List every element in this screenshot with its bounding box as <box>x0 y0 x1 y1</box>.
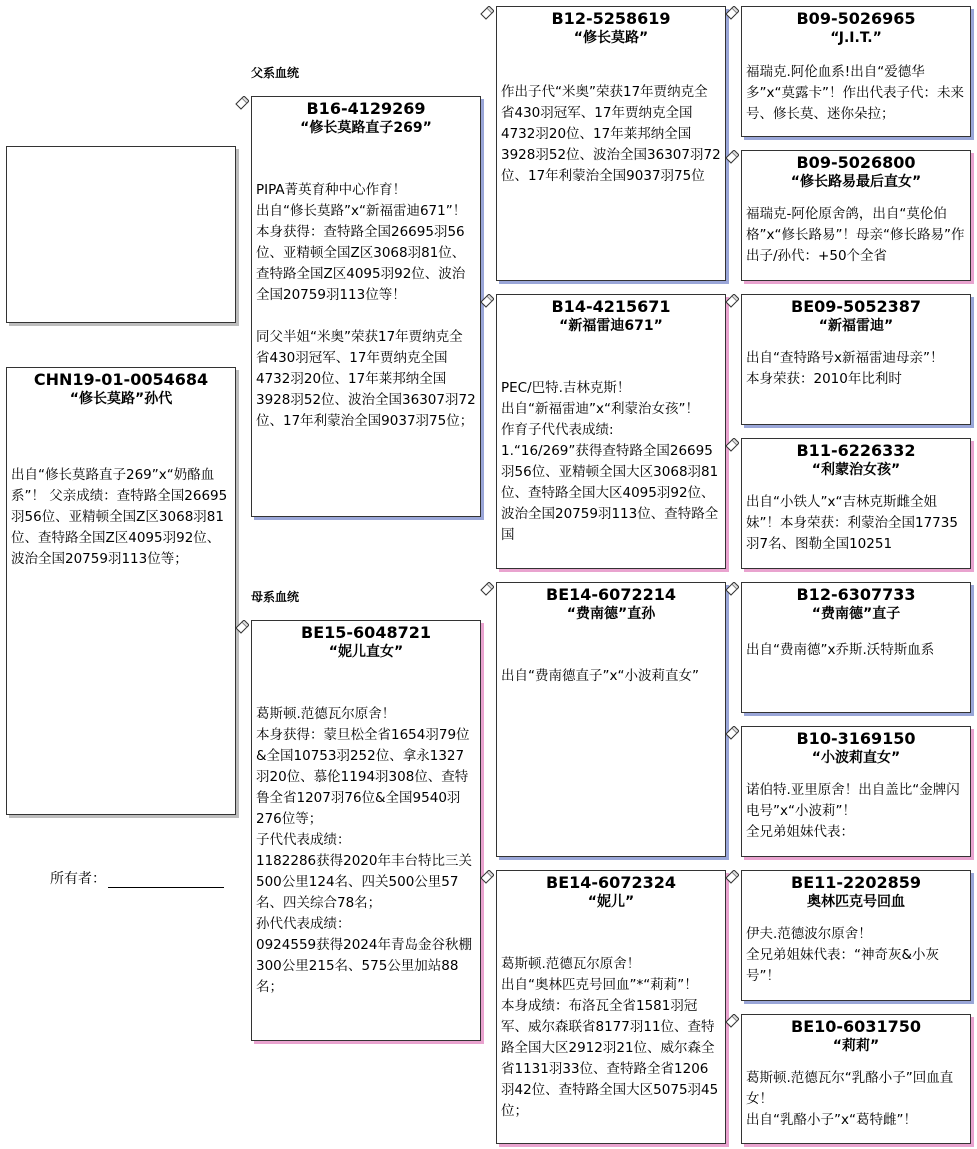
ddd-card <box>741 1014 971 1144</box>
edit-pencil-icon[interactable] <box>235 620 249 634</box>
pigeon-name: “妮儿” <box>587 894 635 910</box>
pigeon-name: “费南德”直子 <box>811 606 901 622</box>
pigeon-description: 诺伯特.亚里原舍！出自盖比“金牌闪电号”x“小波莉”！ 全兄弟姐妹代表： <box>746 782 960 840</box>
edit-pencil-icon[interactable] <box>480 294 494 308</box>
pigeon-description: 作出子代“米奥”荣获17年贾纳克全省430羽冠军、17年贾纳克全国4732羽20位、17年莱邦纳全国3928羽52位、波治全国36307羽72位、17年利蒙治全国9037羽75位 <box>501 84 721 184</box>
dam-dam-card <box>496 870 726 1144</box>
edit-pencil-icon[interactable] <box>235 96 249 110</box>
ring-number: B12-5258619 <box>551 9 671 28</box>
pigeon-name: 奥林匹克号回血 <box>807 894 905 910</box>
pigeon-name: “利蒙治女孩” <box>811 462 901 478</box>
ssd-card <box>741 150 971 281</box>
pigeon-name: “小波莉直女” <box>811 750 901 766</box>
edit-pencil-icon[interactable] <box>725 1014 739 1028</box>
pigeon-description: 出自“查特路号x新福雷迪母亲”！ 本身荣获：2010年比利时 <box>746 350 944 387</box>
edit-pencil-icon[interactable] <box>725 150 739 164</box>
dam-sire-card <box>496 582 726 857</box>
pigeon-description: 伊夫.范德波尔原舍！ 全兄弟姐妹代表：“神奇灰&小灰号”！ <box>746 926 940 984</box>
ring-number: BE09-5052387 <box>791 297 921 316</box>
pigeon-name: “莉莉” <box>832 1038 880 1054</box>
pigeon-description: 出自“费南德直子”x“小波莉直女” <box>501 668 699 684</box>
sss-card <box>741 6 971 137</box>
edit-pencil-icon[interactable] <box>725 438 739 452</box>
pigeon-name: “费南德”直孙 <box>566 606 656 622</box>
dam-card <box>251 620 481 1041</box>
pigeon-description: 葛斯顿.范德瓦尔“乳酪小子”回血直女！ 出自“乳酪小子”x“葛特雌”！ <box>746 1070 954 1128</box>
pigeon-description: 福瑞克-阿伦原舍鸽，出自“莫伦伯格”x“修长路易”！母亲“修长路易”作出子/孙代：+50个全省 <box>746 206 965 264</box>
sdd-card <box>741 438 971 569</box>
ring-number: B14-4215671 <box>551 297 671 316</box>
edit-pencil-icon[interactable] <box>725 6 739 20</box>
owner-label: 所有者： <box>50 871 106 887</box>
owner-field <box>50 868 224 888</box>
ring-number: B10-3169150 <box>796 729 916 748</box>
pigeon-description: 出自“修长莫路直子269”x“奶酪血系”！ 父亲成绩：查特路全国26695羽56位、亚精顿全国Z区3068羽81位、查特路全国Z区4095羽92位、波治全国20759羽113位等； <box>11 467 228 567</box>
pigeon-name: “修长莫路” <box>573 30 649 46</box>
edit-pencil-icon[interactable] <box>480 582 494 596</box>
ring-number: B16-4129269 <box>306 99 426 118</box>
owner-line <box>108 872 224 888</box>
sire-card <box>251 96 481 517</box>
pigeon-name: “J.I.T.” <box>830 30 882 46</box>
edit-pencil-icon[interactable] <box>725 294 739 308</box>
pigeon-name: “新福雷迪671” <box>559 318 663 334</box>
edit-pencil-icon[interactable] <box>480 870 494 884</box>
dds-card <box>741 870 971 1001</box>
ring-number: BE14-6072324 <box>546 873 676 892</box>
pigeon-description: 葛斯顿.范德瓦尔原舍！ 本身获得：蒙旦松全省1654羽79位&全国10753羽252位、拿永1327羽20位、慕伦1194羽308位、查特鲁全省1207羽76位&全国9540羽276位等； 子代代表成绩： 1182286获得2020年丰台特比三关500公里124名、四关500公里57名、四关综合78名； 孙代代表成绩： 0924559获得2024年青岛金谷秋棚300公里215名、575公里加站88名； <box>256 706 472 995</box>
pigeon-description: PIPA菁英育种中心作育！ 出自“修长莫路”x“新福雷迪671”！ 本身获得：查特路全国26695羽56位、亚精顿全国Z区3068羽81位、查特路全国Z区4095羽92位、波治全国20759羽113位等！ 同父半姐“米奥”荣获17年贾纳克全省430羽冠军、17年贾纳克全国4732羽20位、17年莱邦纳全国3928羽52位、波治全国36307羽72位、17年利蒙治全国9037羽75位； <box>256 182 476 429</box>
ring-number: B09-5026800 <box>796 153 916 172</box>
ring-number: CHN19-01-0054684 <box>33 370 209 389</box>
edit-pencil-icon[interactable] <box>725 582 739 596</box>
pigeon-name: “修长莫路直子269” <box>300 120 432 136</box>
ring-number: BE11-2202859 <box>791 873 921 892</box>
edit-pencil-icon[interactable] <box>480 6 494 20</box>
ring-number: BE15-6048721 <box>301 623 431 642</box>
sds-card <box>741 294 971 425</box>
pigeon-description: 出自“费南德”x乔斯.沃特斯血系 <box>746 642 935 658</box>
sire-sire-card <box>496 6 726 281</box>
pigeon-name: “新福雷迪” <box>818 318 894 334</box>
pigeon-name: “修长路易最后直女” <box>790 174 922 190</box>
pigeon-name: “修长莫路”孙代 <box>69 391 173 407</box>
ring-number: BE14-6072214 <box>546 585 676 604</box>
pigeon-description: 福瑞克.阿伦血系!出自“爱德华多”x“莫露卡”！作出代表子代：未来号、修长莫、迷你朵拉； <box>746 64 964 122</box>
maternal-label: 母系血统 <box>251 590 300 604</box>
edit-pencil-icon[interactable] <box>725 870 739 884</box>
paternal-label: 父系血统 <box>251 66 300 80</box>
pigeon-name: “妮儿直女” <box>328 644 404 660</box>
dss-card <box>741 582 971 713</box>
edit-pencil-icon[interactable] <box>725 726 739 740</box>
ring-number: BE10-6031750 <box>791 1017 921 1036</box>
pigeon-description: 葛斯顿.范德瓦尔原舍！ 出自“奥林匹克号回血”*“莉莉”！ 本身成绩：布洛瓦全省1581羽冠军、威尔森联省8177羽11位、查特路全国大区2912羽21位、威尔森全省1131羽33位、查特路全省1206羽42位、查特路全国大区5075羽45位； <box>501 956 719 1119</box>
ring-number: B11-6226332 <box>796 441 916 460</box>
pigeon-description: 出自“小铁人”x“吉林克斯雌全姐妹”！本身荣获：利蒙治全国17735羽7名、图勒全国10251 <box>746 494 958 552</box>
sire-dam-card <box>496 294 726 569</box>
subject-card <box>6 367 236 815</box>
dsd-card <box>741 726 971 857</box>
ring-number: B12-6307733 <box>796 585 916 604</box>
pigeon-description: PEC/巴特.吉林克斯！ 出自“新福雷迪”x“利蒙治女孩”！ 作育子代代表成绩: 1.“16/269”获得查特路全国26695羽56位、亚精顿全国大区3068羽81位、查特路全国大区4095羽92位、波治全国20759羽113位、查特路全国 <box>501 380 719 543</box>
ring-number: B09-5026965 <box>796 9 916 28</box>
photo-placeholder <box>6 146 236 323</box>
